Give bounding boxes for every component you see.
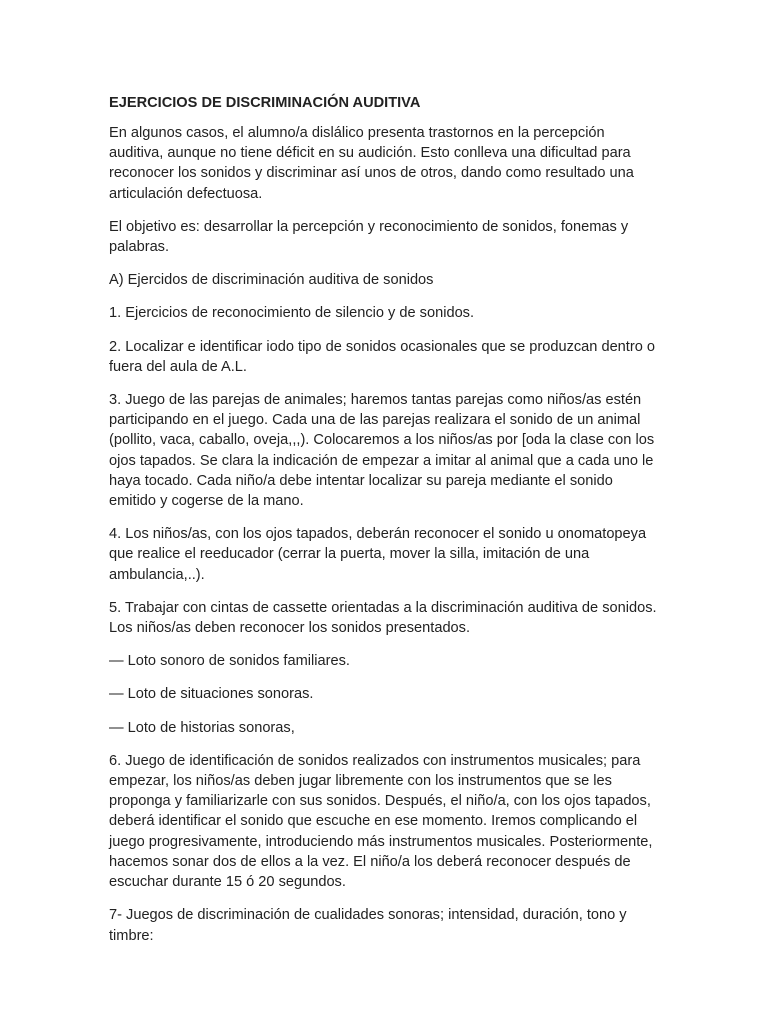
exercise-3: 3. Juego de las parejas de animales; haremos tantas parejas como niños/as estén participando en el juego. Cada una de las parejas realizara el sonido de un animal (pollito, vaca, caballo, oveja,,,). Colocaremos a los niños/as por [oda la clase con los ojos tapados. Se clara la indicación de empezar a imitar al animal que a cada uno le haya tocado. Cada niño/a debe intentar localizar su pareja mediante el sonido emitido y cogerse de la mano. (109, 392, 655, 510)
exercise-4: 4. Los niños/as, con los ojos tapados, deberán reconocer el sonido u onomatopeya que realice el reeducador (cerrar la puerta, mover la silla, imitación de una ambulancia,..). (109, 526, 647, 583)
exercise-7: 7- Juegos de discriminación de cualidades sonoras; intensidad, duración, tono y timbre: (109, 907, 627, 944)
document-page (109, 93, 657, 959)
paragraph-intro: En algunos casos, el alumno/a dislálico presenta trastornos en la percepción auditiva, aunque no tiene déficit en su audición. Esto conlleva una dificultad para reconocer los sonidos y discriminar así unos de otros, dando como resultado una articulación defectuosa. (109, 125, 634, 202)
list-item-loto-historias: — Loto de historias sonoras, (109, 719, 295, 736)
document-title: EJERCICIOS DE DISCRIMINACIÓN AUDITIVA (109, 95, 421, 111)
exercise-2: 2. Localizar e identificar iodo tipo de sonidos ocasionales que se produzcan dentro o fuera del aula de A.L. (109, 338, 655, 375)
paragraph-objective: El objetivo es: desarrollar la percepción y reconocimiento de sonidos, fonemas y palabras. (109, 218, 629, 256)
exercise-1: 1. Ejercicios de reconocimiento de silencio y de sonidos. (109, 305, 475, 322)
exercise-5: 5. Trabajar con cintas de cassette orientadas a la discriminación auditiva de sonidos. Los niños/as deben reconocer los sonidos presentados. (109, 599, 657, 637)
list-item-loto-familiares: — Loto sonoro de sonidos familiares. (109, 653, 350, 670)
exercise-6: 6. Juego de identificación de sonidos realizados con instrumentos musicales; para empezar, los niños/as deben jugar libremente con los instrumentos que se les proponga y familiarizarle con sus sonidos. Después, el niño/a, con los ojos tapados, deberá identificar el sonido que escuche en ese momento. Iremos complicando el juego progresivamente, introduciendo más instrumentos musicales. Posteriormente, hacemos sonar dos de ellos a la vez. El niño/a los deberá reconocer después de escuchar durante 15 ó 20 segundos. (109, 752, 653, 891)
section-heading-a: A) Ejercidos de discriminación auditiva de sonidos (109, 272, 434, 289)
list-item-loto-situaciones: — Loto de situaciones sonoras. (109, 686, 314, 703)
